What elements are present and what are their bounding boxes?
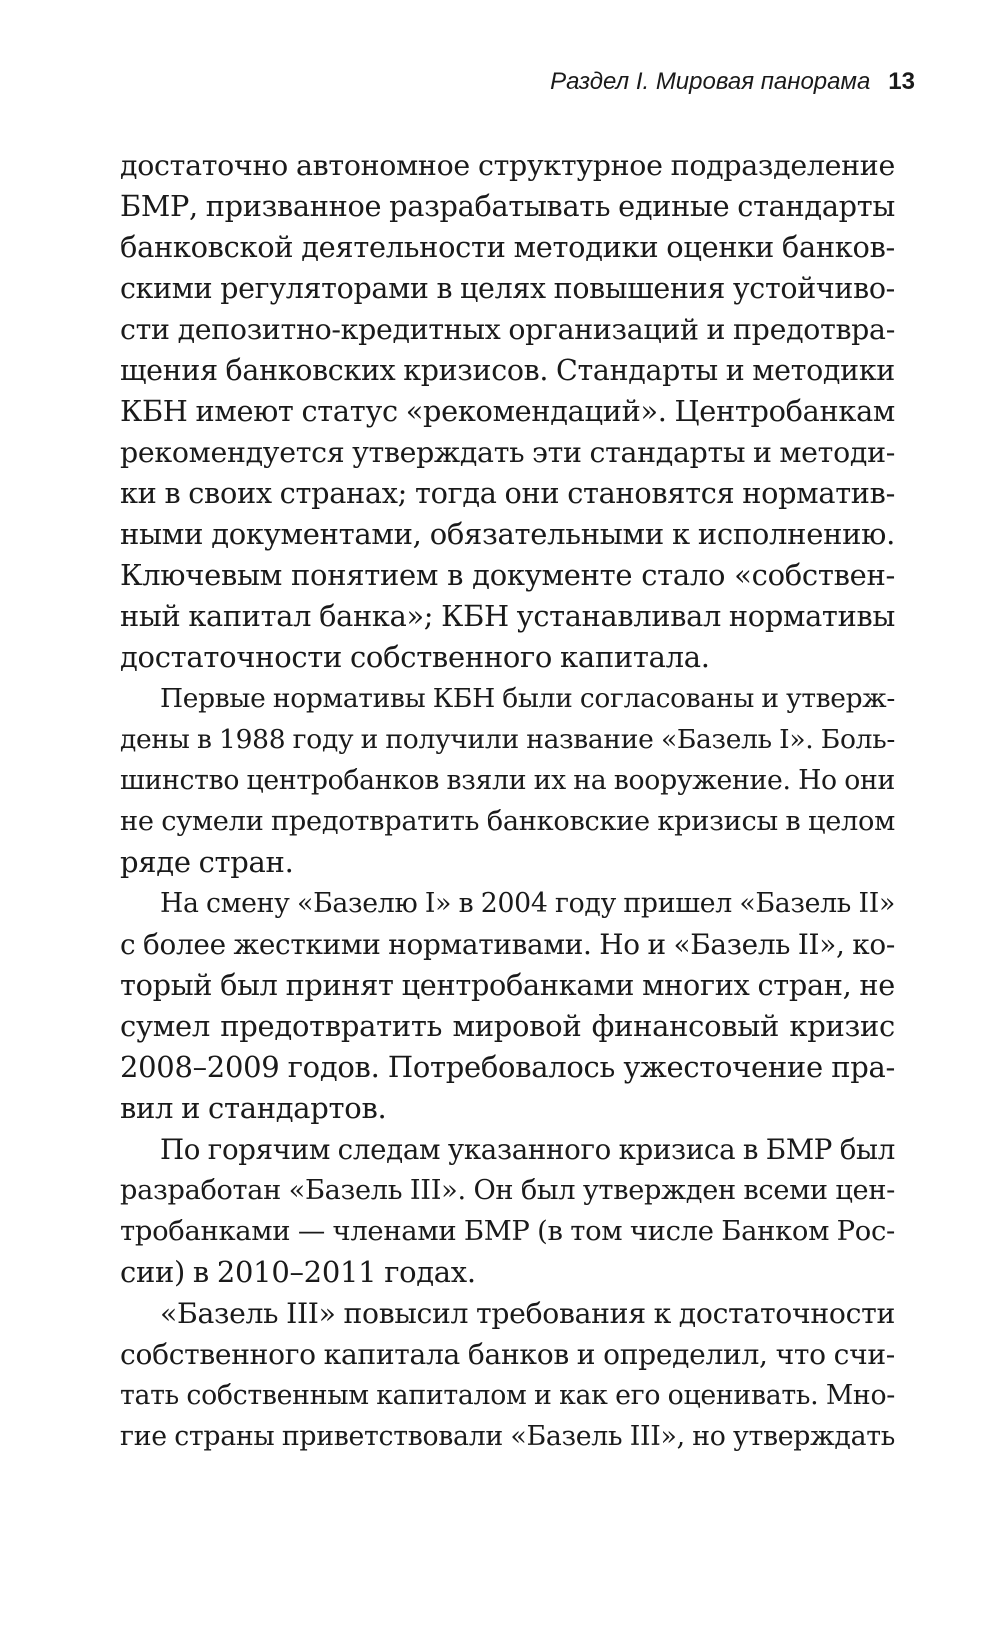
text-line: Ключевым понятием в документе стало «собствен- bbox=[120, 558, 895, 592]
paragraph-4 bbox=[120, 1129, 895, 1293]
running-header bbox=[550, 68, 915, 96]
text-line: сии) в 2010–2011 годах. bbox=[120, 1255, 476, 1289]
text-line: скими регуляторами в целях повышения устойчиво- bbox=[120, 272, 895, 305]
text-line: разработан «Базель III». Он был утвержден всеми цен- bbox=[120, 1175, 895, 1206]
text-line: БМР, призванное разрабатывать единые стандарты bbox=[120, 189, 895, 223]
text-line: ряде стран. bbox=[120, 845, 294, 879]
section-title: Раздел I. Мировая панорама bbox=[550, 68, 871, 95]
text-line: рекомендуется утверждать эти стандарты и методи- bbox=[120, 436, 895, 469]
text-line: собственного капитала банков и определил, что счи- bbox=[120, 1338, 895, 1371]
text-line: Первые нормативы КБН были согласованы и утверж- bbox=[160, 683, 895, 714]
text-line: с более жесткими нормативами. Но и «Базель II», ко- bbox=[120, 928, 895, 961]
text-line: достаточно автономное структурное подразделение bbox=[120, 149, 895, 182]
text-line: щения банковских кризисов. Стандарты и методики bbox=[120, 354, 895, 387]
text-line: гие страны приветствовали «Базель III», но утверждать bbox=[120, 1421, 895, 1452]
text-line: сумел предотвратить мировой финансовый кризис bbox=[120, 1009, 895, 1043]
paragraph-3 bbox=[120, 883, 895, 1129]
paragraph-1 bbox=[120, 145, 895, 678]
text-line: торый был принят центробанками многих стран, не bbox=[120, 968, 895, 1002]
body-text bbox=[120, 145, 895, 1457]
text-line: банковской деятельности методики оценки банков- bbox=[120, 230, 895, 264]
text-line: вил и стандартов. bbox=[120, 1091, 387, 1125]
text-line: ными документами, обязательными к исполнению. bbox=[120, 517, 895, 551]
text-line: тробанками — членами БМР (в том числе Банком Рос- bbox=[120, 1216, 895, 1247]
text-line: не сумели предотвратить банковские кризисы в целом bbox=[120, 806, 895, 837]
text-line: КБН имеют статус «рекомендаций». Центробанкам bbox=[120, 394, 895, 428]
text-line: На смену «Базелю I» в 2004 году пришел «Базель II» bbox=[160, 888, 895, 919]
text-line: тать собственным капиталом и как его оценивать. Мно- bbox=[120, 1380, 895, 1411]
text-line: дены в 1988 году и получили название «Базель I». Боль- bbox=[120, 724, 895, 755]
paragraph-2 bbox=[120, 678, 895, 883]
text-line: сти депозитно-кредитных организаций и предотвра- bbox=[120, 313, 895, 346]
text-line: ки в своих странах; тогда они становятся норматив- bbox=[120, 476, 895, 510]
text-line: «Базель III» повысил требования к достаточности bbox=[160, 1297, 895, 1330]
page-number: 13 bbox=[888, 68, 915, 95]
paragraph-5 bbox=[120, 1293, 895, 1457]
text-line: 2008–2009 годов. Потребовалось ужесточение пра- bbox=[120, 1050, 895, 1084]
text-line: шинство центробанков взяли их на вооружение. Но они bbox=[120, 765, 895, 796]
text-line: ный капитал банка»; КБН устанавливал нормативы bbox=[120, 599, 895, 633]
text-line: По горячим следам указанного кризиса в БМР был bbox=[160, 1133, 895, 1166]
text-line: достаточности собственного капитала. bbox=[120, 640, 710, 674]
